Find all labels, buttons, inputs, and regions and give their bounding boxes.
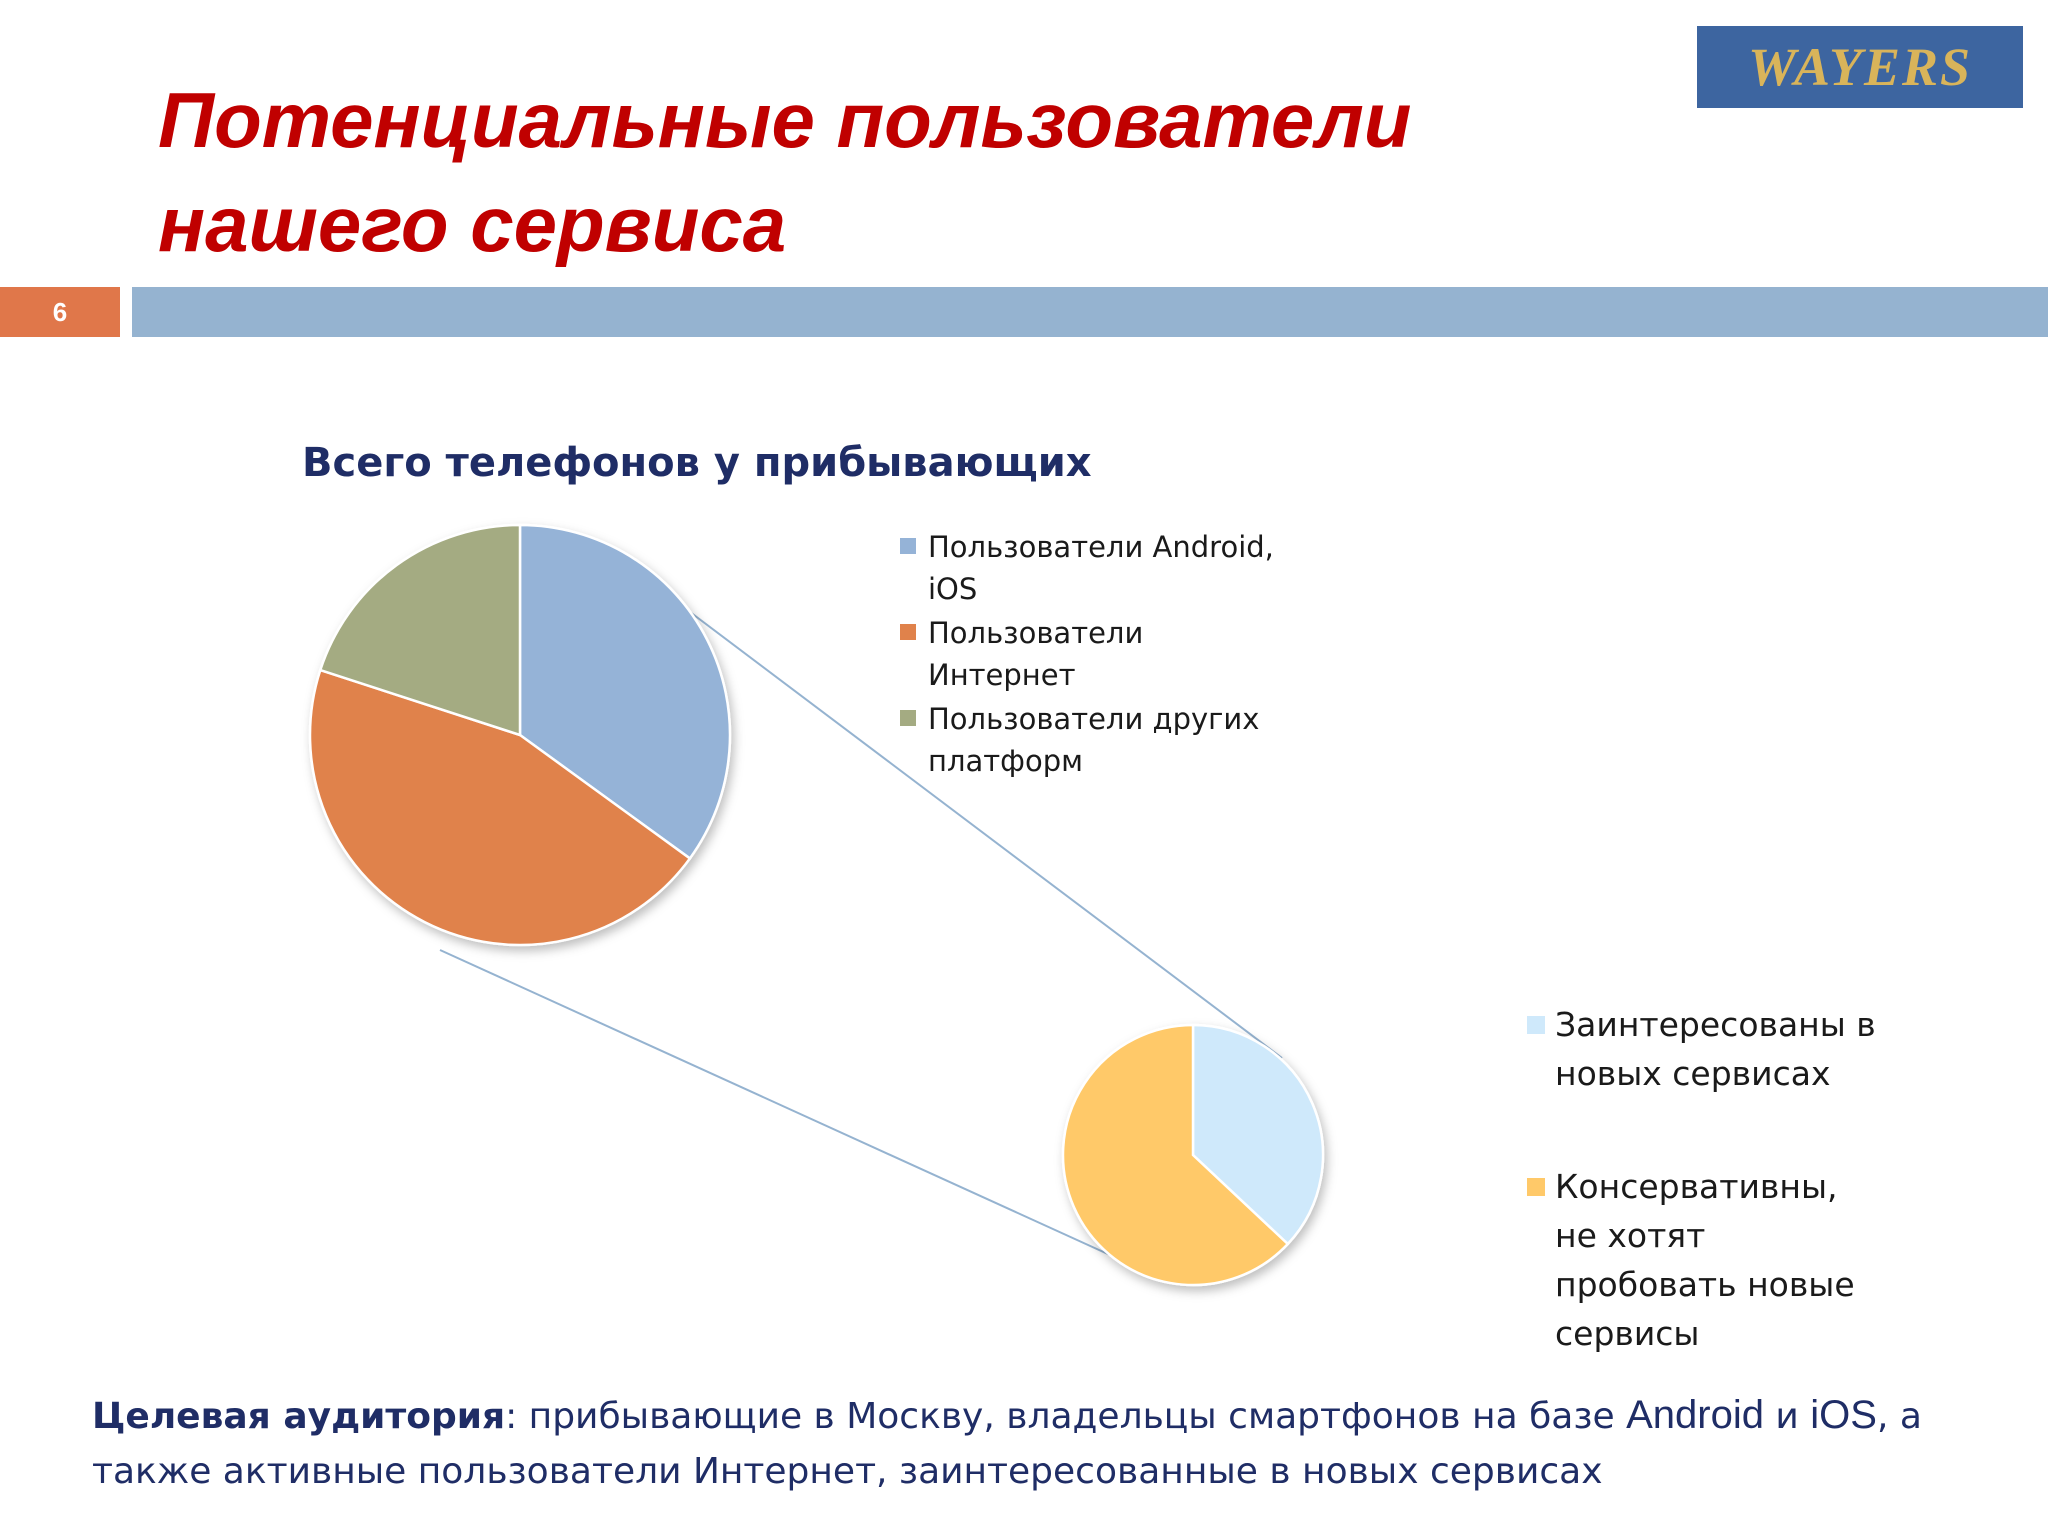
legend-item-android-ios bbox=[900, 526, 1300, 610]
logo-text: WAYERS bbox=[1747, 37, 1973, 97]
legend-item-other-platforms bbox=[900, 698, 1300, 782]
main-pie bbox=[310, 525, 730, 945]
page-number: 6 bbox=[52, 296, 68, 327]
legend-swatch bbox=[900, 538, 916, 554]
target-audience-text bbox=[92, 1388, 1992, 1499]
footer-text-2: и bbox=[1763, 1396, 1811, 1437]
legend-swatch bbox=[900, 710, 916, 726]
footer-brand-ios: iOS bbox=[1810, 1393, 1877, 1437]
connector-line-bottom bbox=[440, 950, 1132, 1265]
footer-brand-android: Android bbox=[1626, 1393, 1764, 1437]
legend-label: Пользователи других платформ bbox=[928, 702, 1260, 778]
target-audience-label: Целевая аудитория bbox=[92, 1396, 506, 1437]
chart-title: Всего телефонов у прибывающих bbox=[302, 440, 1092, 486]
legend-item-internet bbox=[900, 612, 1300, 696]
legend-label: Консервативны, не хотят пробовать новые сервисы bbox=[1555, 1167, 1855, 1353]
secondary-pie-legend bbox=[1527, 1000, 1887, 1422]
legend-item-conservative bbox=[1527, 1162, 1887, 1358]
legend-swatch bbox=[1527, 1016, 1545, 1034]
footer-text-1: : прибывающие в Москву, владельцы смартфонов на базе bbox=[505, 1396, 1627, 1437]
slide-title: Потенциальные пользователи нашего сервиса bbox=[158, 76, 1412, 268]
legend-item-interested bbox=[1527, 1000, 1887, 1098]
legend-label: Пользователи Интернет bbox=[928, 616, 1144, 692]
footer-text-3: , а также активные пользователи Интернет, заинтересованные в новых сервисах bbox=[92, 1396, 1922, 1492]
legend-swatch bbox=[900, 624, 916, 640]
legend-label: Пользователи Android, iOS bbox=[928, 530, 1274, 606]
legend-swatch bbox=[1527, 1178, 1545, 1196]
secondary-pie bbox=[1063, 1025, 1323, 1285]
legend-label: Заинтересованы в новых сервисах bbox=[1555, 1005, 1876, 1093]
main-pie-legend bbox=[900, 526, 1300, 784]
